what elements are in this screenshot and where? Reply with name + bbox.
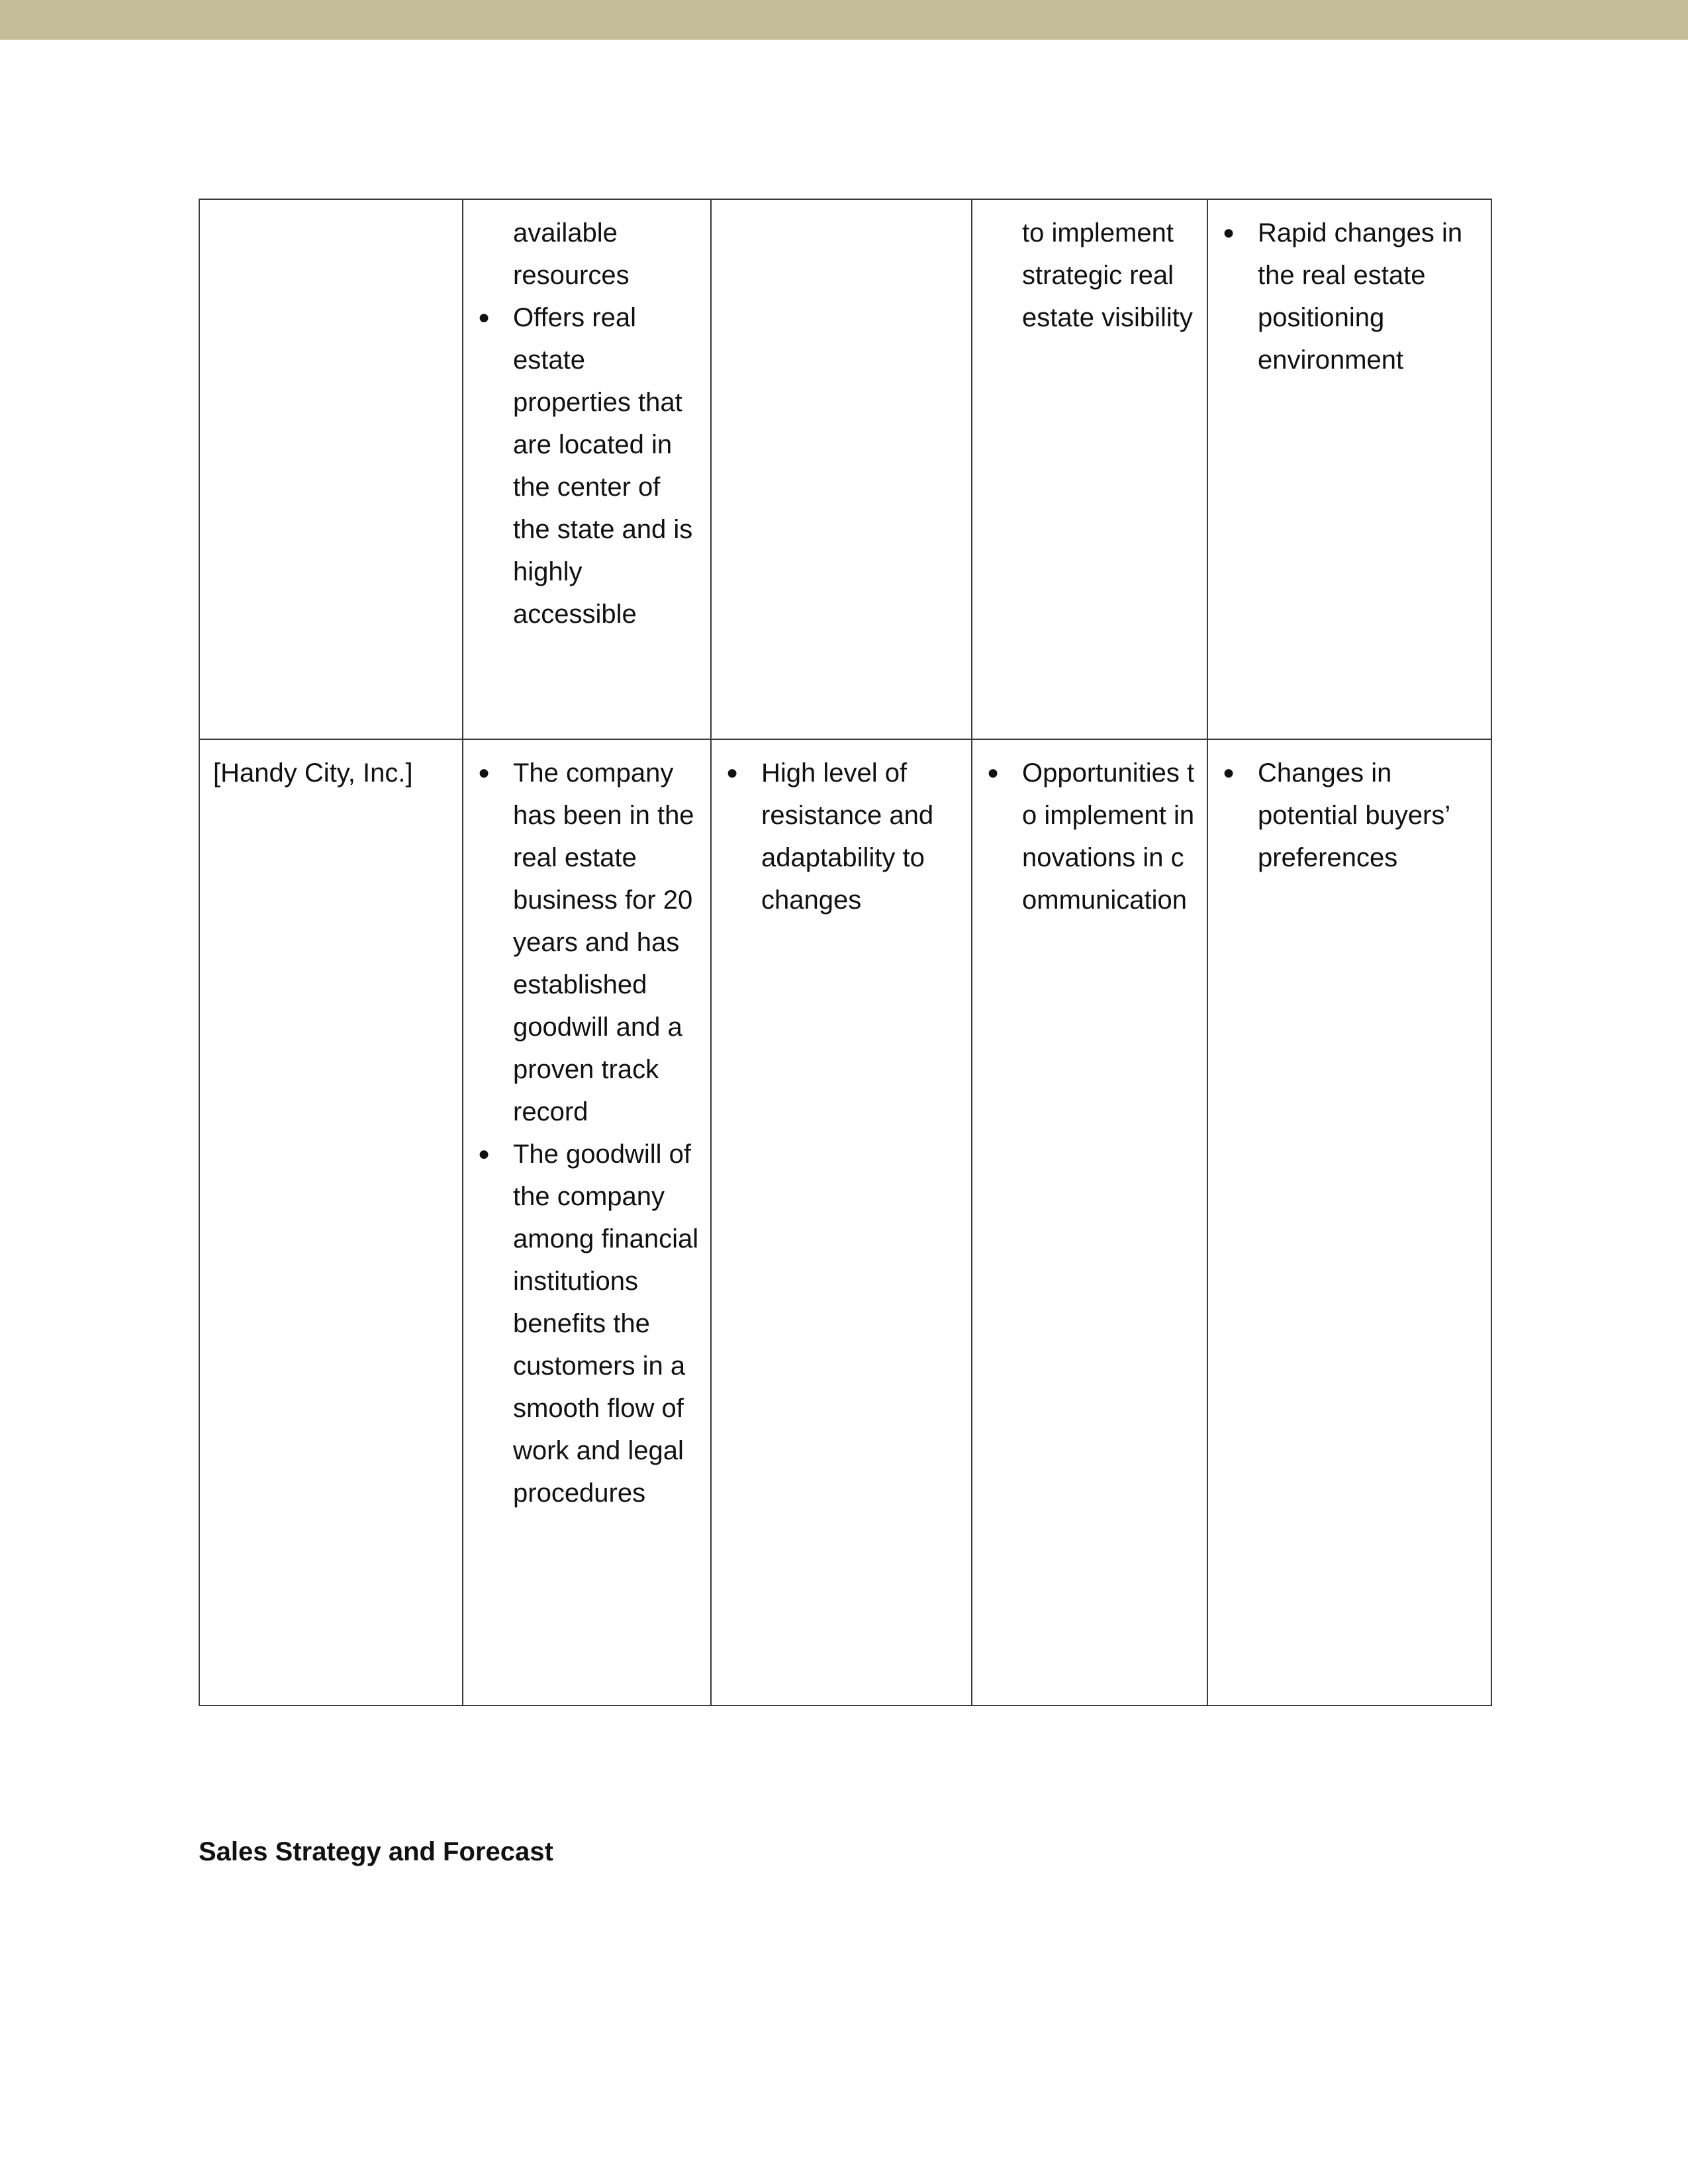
list-item: ● Opportunities to implement innovations in communication <box>986 752 1196 921</box>
list-item: ● Offers real estate properties that are located in the center of the state and is highly accessible <box>477 296 700 635</box>
table-cell-strengths <box>463 199 711 739</box>
page-header-band <box>0 0 1688 40</box>
table-cell-company <box>199 739 463 1706</box>
list-item: ● Rapid changes in the real estate positioning environment <box>1221 212 1480 381</box>
table-cell-opportunities <box>972 199 1207 739</box>
table-cell-weaknesses <box>711 199 972 739</box>
table-cell-threats <box>1207 199 1491 739</box>
list-item: ● The goodwill of the company among financial institutions benefits the customers in a smooth flow of work and legal procedures <box>477 1133 700 1514</box>
table-row <box>199 199 1491 739</box>
swot-table <box>199 199 1492 1706</box>
list-item: to implement strategic real estate visibility <box>1022 218 1193 332</box>
table-cell-opportunities <box>972 739 1207 1706</box>
list-item: ● Changes in potential buyers’ preferences <box>1221 752 1480 879</box>
list-item: available resources <box>513 218 630 290</box>
table-row <box>199 739 1491 1706</box>
table-cell-strengths <box>463 739 711 1706</box>
table-cell-threats <box>1207 739 1491 1706</box>
list-item: ● The company has been in the real estate business for 20 years and has established goodwill and a proven track record <box>477 752 700 1133</box>
list-item: ● High level of resistance and adaptability to changes <box>725 752 961 921</box>
section-heading: Sales Strategy and Forecast <box>199 1837 553 1866</box>
company-name: [Handy City, Inc.] <box>213 758 413 788</box>
table-cell-weaknesses <box>711 739 972 1706</box>
table-cell-company <box>199 199 463 739</box>
